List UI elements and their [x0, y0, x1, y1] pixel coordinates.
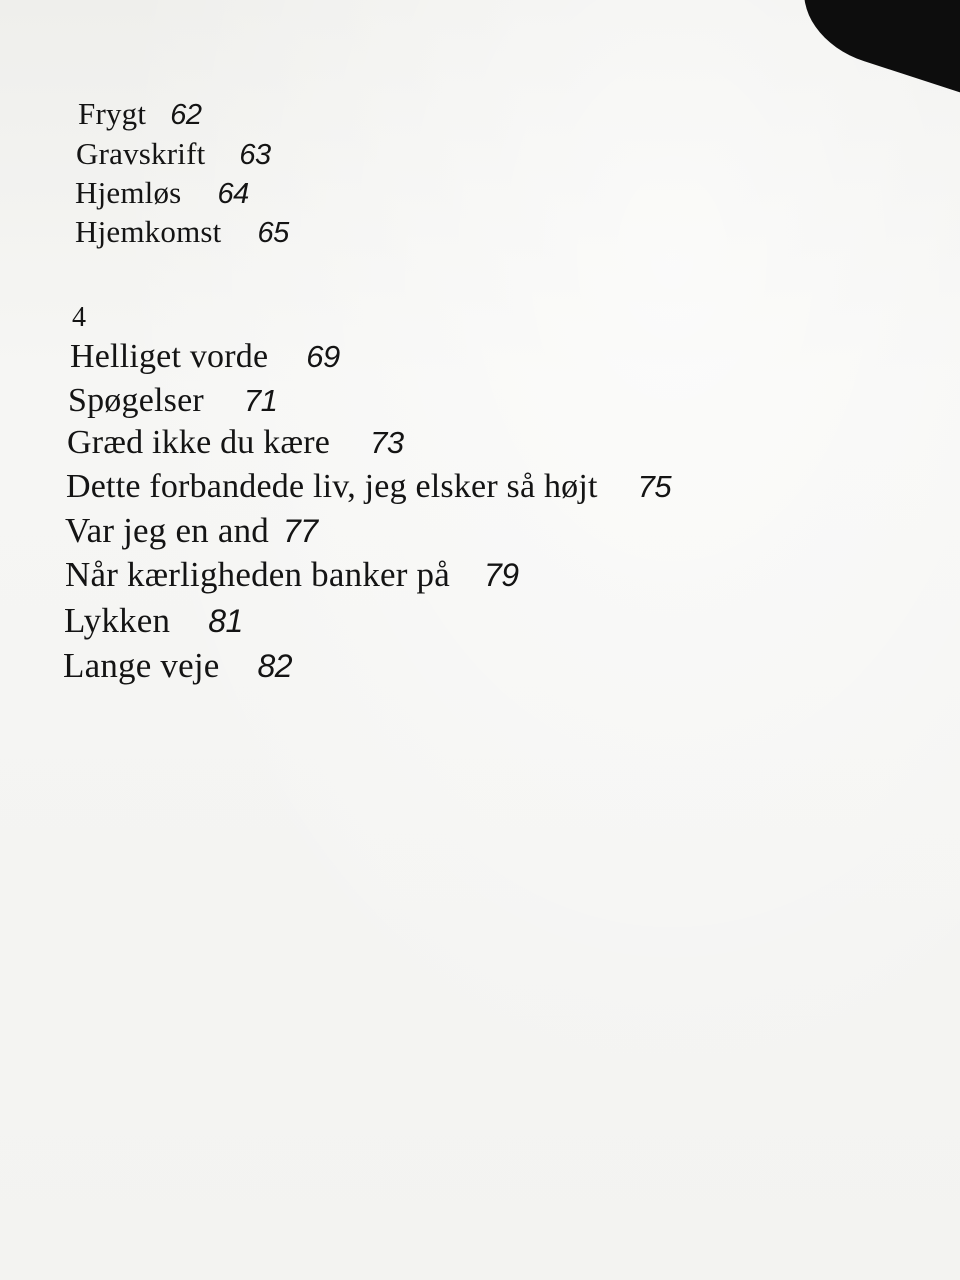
toc-entry-title: Lykken — [64, 601, 171, 640]
toc-entry-title: Lange veje — [63, 646, 220, 685]
toc-entry-dette-forbandede-liv — [66, 468, 671, 506]
toc-entry-naar-kaerligheden-banker-paa — [65, 555, 519, 595]
toc-entry-page: 65 — [257, 217, 289, 249]
toc-entry-title: Spøgelser — [68, 382, 204, 419]
toc-entry-page: 75 — [637, 469, 672, 504]
toc-entry-lykken — [64, 601, 243, 641]
toc-entry-page: 62 — [170, 99, 202, 131]
toc-entry-title: Hjemkomst — [75, 214, 222, 249]
toc-entry-page: 79 — [484, 557, 519, 593]
toc-entry-page: 64 — [217, 178, 249, 210]
toc-entry-graed-ikke-du-kaere — [67, 424, 404, 462]
toc-entry-spogelser — [68, 382, 277, 420]
toc-entry-title: Var jeg en and — [65, 511, 269, 550]
toc-entry-title: Gravskrift — [76, 136, 206, 171]
toc-entry-title: Dette forbandede liv, jeg elsker så højt — [66, 468, 598, 505]
toc-entry-page: 63 — [239, 139, 271, 171]
toc-entry-var-jeg-en-and — [65, 511, 318, 551]
toc-entry-hjemlos — [75, 175, 249, 211]
toc-entry-page: 82 — [257, 648, 293, 684]
toc-entry-title: Helliget vorde — [70, 338, 269, 375]
toc-entry-helliget-vorde — [70, 338, 340, 376]
toc-entry-frygt — [78, 96, 201, 132]
toc-entry-page: 73 — [370, 425, 404, 460]
section-number: 4 — [72, 302, 86, 333]
toc-entry-title: Frygt — [78, 96, 147, 131]
toc-entry-page: 69 — [306, 339, 340, 374]
toc-entry-title: Når kærligheden banker på — [65, 555, 450, 594]
toc-entry-gravskrift — [76, 136, 271, 172]
toc-entry-hjemkomst — [75, 214, 289, 250]
toc-entry-page: 71 — [243, 383, 278, 418]
toc-entry-lange-veje — [63, 646, 292, 686]
toc-entry-page: 81 — [208, 603, 243, 639]
toc-entry-title: Hjemløs — [75, 175, 182, 210]
toc-entry-page: 77 — [282, 513, 318, 549]
page-corner-shadow — [788, 0, 960, 98]
toc-entry-title: Græd ikke du kære — [67, 424, 331, 461]
